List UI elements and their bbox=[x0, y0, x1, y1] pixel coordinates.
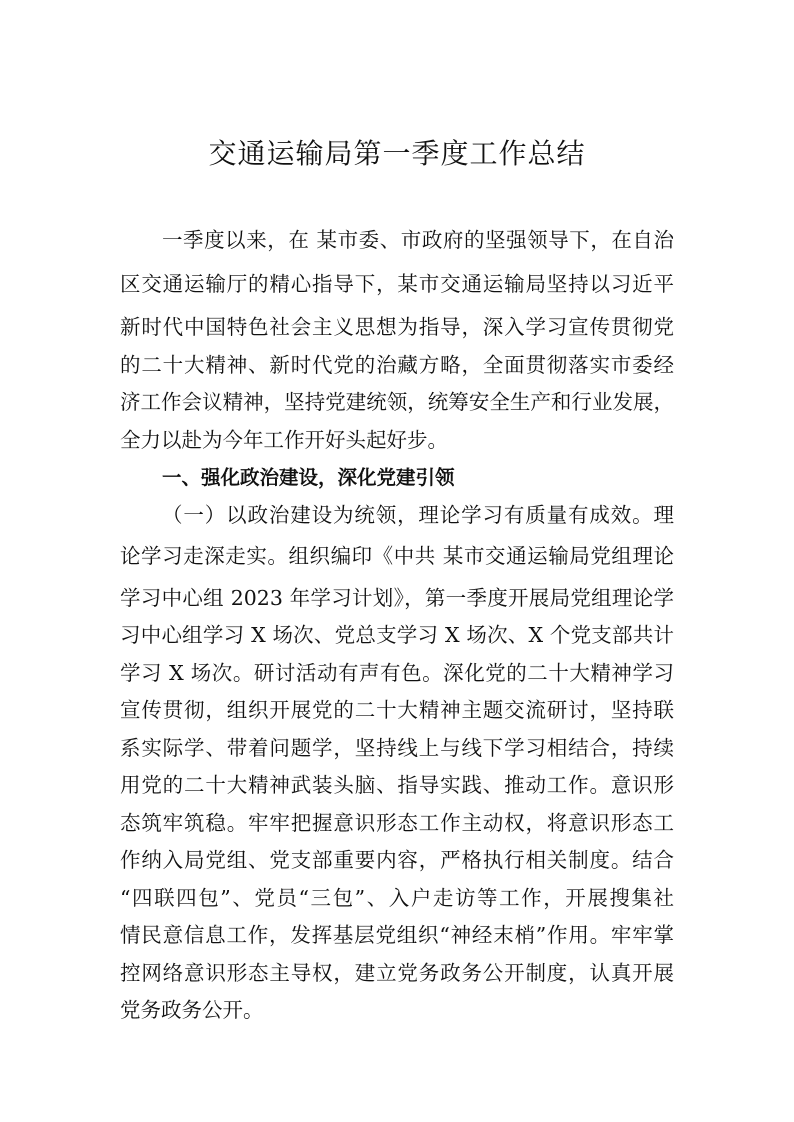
paragraph-line: 全力以赴为今年工作开好头起好步。 bbox=[120, 427, 448, 452]
section-heading: 一、强化政治建设，深化党建引领 bbox=[162, 466, 455, 489]
paragraph-line: 济工作会议精神，坚持党建统领，统筹安全生产和行业发展， bbox=[120, 390, 674, 414]
paragraph-line: 习中心组学习 X 场次、党总支学习 X 场次、X 个党支部共计 bbox=[120, 623, 674, 647]
paragraph-line: 新时代中国特色社会主义思想为指导，深入学习宣传贯彻党 bbox=[120, 315, 674, 339]
paragraph-line: 系实际学、带着问题学，坚持线上与线下学习相结合，持续 bbox=[120, 735, 674, 760]
paragraph-line: 学习中心组 2023 年学习计划》，第一季度开展局党组理论学 bbox=[120, 585, 674, 610]
paragraph-line: 学习 X 场次。研讨活动有声有色。深化党的二十大精神学习 bbox=[120, 660, 674, 685]
paragraph-line: 党务政务公开。 bbox=[120, 998, 264, 1022]
paragraph-line: 论学习走深走实。组织编印《中共 某市交通运输局党组理论 bbox=[120, 544, 674, 568]
document-title: 交通运输局第一季度工作总结 bbox=[208, 137, 586, 170]
paragraph-line: 态筑牢筑稳。牢牢把握意识形态工作主动权，将意识形态工 bbox=[120, 810, 674, 835]
paragraph-line: 的二十大精神、新时代党的治藏方略，全面贯彻落实市委经 bbox=[120, 352, 674, 377]
paragraph-line: 控网络意识形态主导权，建立党务政务公开制度，认真开展 bbox=[120, 960, 674, 985]
paragraph-line: 用党的二十大精神武装头脑、指导实践、推动工作。意识形 bbox=[120, 773, 674, 797]
paragraph-line: （一）以政治建设为统领，理论学习有质量有成效。理 bbox=[162, 502, 674, 527]
paragraph-line: 一季度以来，在 某市委、市政府的坚强领导下，在自治 bbox=[162, 228, 674, 252]
paragraph-line: 宣传贯彻，组织开展党的二十大精神主题交流研讨，坚持联 bbox=[120, 698, 674, 722]
paragraph-line: 作纳入局党组、党支部重要内容，严格执行相关制度。结合 bbox=[120, 848, 674, 872]
paragraph-line: 区交通运输厅的精心指导下，某市交通运输局坚持以习近平 bbox=[120, 271, 674, 296]
paragraph-line: 情民意信息工作，发挥基层党组织“神经末梢”作用。牢牢掌 bbox=[120, 923, 674, 947]
document-body bbox=[120, 222, 674, 1030]
paragraph-line: “四联四包”、党员“三包”、入户走访等工作，开展搜集社 bbox=[120, 885, 674, 910]
